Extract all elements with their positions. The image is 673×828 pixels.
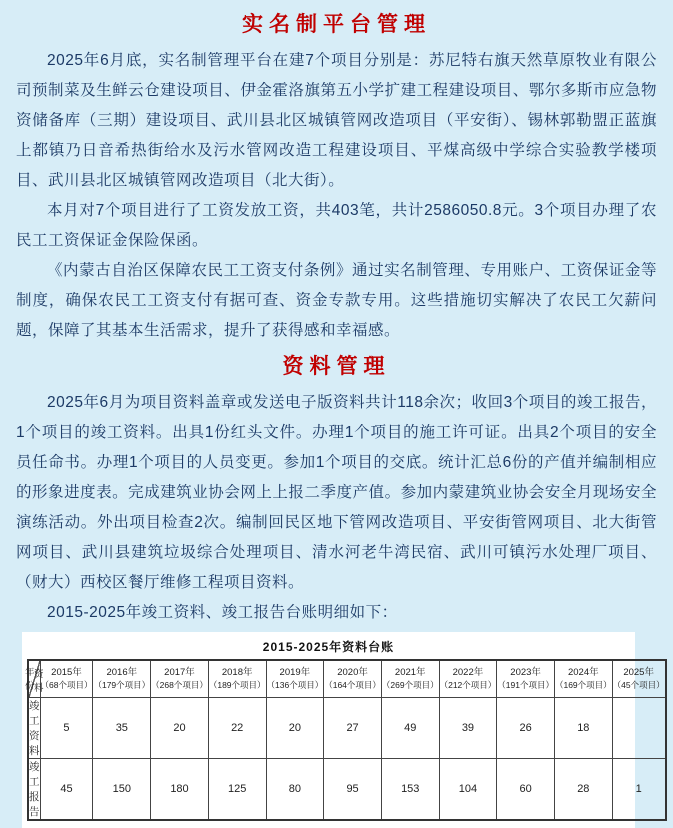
- year-label: 2022年: [452, 667, 484, 679]
- project-count-label: （45个项目）: [612, 679, 665, 690]
- value-cell: 20: [266, 698, 324, 759]
- value-cell: 1: [612, 759, 665, 821]
- body-paragraph: 2025年6月为项目资料盖章或发送电子版资料共计118余次；收回3个项目的竣工报告，1个项目的竣工资料。出具1份红头文件。办理1个项目的施工许可证。出具2个项目的安全员任命书。办理1个项目的人员变更。参加1个项目的交底。统计汇总6份的产值并编制相应的形象进度表。完成建筑业协会网上上报二季度产值。参加内蒙建筑业协会安全月现场安全演练活动。外出项目检查2次。编制回民区地下管网改造项目、平安街管网项目、北大街管网项目、武川县建筑垃圾综合处理项目、清水河老牛湾民宿、武川可镇污水处理厂项目、（财大）西校区餐厅维修工程项目资料。: [16, 394, 657, 591]
- value-cell: 49: [381, 698, 439, 759]
- value-cell: 26: [497, 698, 555, 759]
- year-header-cell: [93, 660, 151, 698]
- year-label: 2015年: [51, 667, 82, 679]
- year-label: 2019年: [279, 667, 311, 679]
- section-title-realname-platform: 实名制平台管理: [242, 11, 431, 36]
- ledger-data-row: [28, 698, 666, 759]
- year-label: 2024年: [567, 667, 599, 679]
- project-count-label: （268个项目）: [151, 679, 208, 690]
- ledger-table-panel: [22, 632, 665, 828]
- year-header-cell: [40, 660, 93, 698]
- corner-label-material: 资料: [34, 669, 44, 694]
- corner-label-year: 年份: [24, 667, 35, 692]
- value-cell: 20: [151, 698, 209, 759]
- value-cell: [612, 698, 665, 759]
- body-paragraph: 本月对7个项目进行了工资发放工资，共403笔，共计2586050.8元。3个项目办理了农民工工资保证金保险保函。: [16, 202, 657, 249]
- project-count-label: （191个项目）: [497, 679, 554, 690]
- year-label: 2017年: [164, 667, 195, 679]
- body-paragraph: 2015-2025年竣工资料、竣工报告台账明细如下：: [47, 604, 398, 621]
- year-label: 2021年: [394, 667, 426, 679]
- year-label: 2016年: [106, 667, 138, 679]
- project-count-label: （269个项目）: [381, 679, 439, 690]
- section-materials-management: [16, 350, 657, 628]
- value-cell: 153: [381, 759, 439, 821]
- value-cell: 27: [324, 698, 382, 759]
- project-count-label: （136个项目）: [266, 679, 324, 690]
- section-title-materials-management: 资料管理: [282, 353, 391, 378]
- value-cell: 104: [439, 759, 497, 821]
- value-cell: 18: [554, 698, 612, 759]
- value-cell: 125: [208, 759, 266, 821]
- value-cell: 22: [208, 698, 266, 759]
- value-cell: 45: [40, 759, 93, 821]
- ledger-table-title: 2015-2025年资料台账: [262, 640, 395, 654]
- body-paragraph: 2025年6月底，实名制管理平台在建7个项目分别是：苏尼特右旗天然草原牧业有限公司预制菜及生鲜云仓建设项目、伊金霍洛旗第五小学扩建工程建设项目、鄂尔多斯市应急物资储备库（三期）建设项目、武川县北区城镇管网改造项目（平安街）、锡林郭勒盟正蓝旗上都镇乃日音希热街给水及污水管网改造工程建设项目、平煤高级中学综合实验教学楼项目、武川县北区城镇管网改造项目（北大街）。: [16, 52, 657, 189]
- year-label: 2023年: [510, 667, 541, 679]
- project-count-label: （68个项目）: [40, 679, 93, 690]
- year-header-cell: [151, 660, 209, 698]
- year-header-cell: [612, 660, 665, 698]
- ledger-table-body: [28, 698, 666, 821]
- ledger-table: [24, 659, 667, 821]
- body-paragraph: 《内蒙古自治区保障农民工工资支付条例》通过实名制管理、专用账户、工资保证金等制度，确保农民工工资支付有据可查、资金专款专用。这些措施切实解决了农民工欠薪问题，保障了其基本生活需求，提升了获得感和幸福感。: [16, 262, 657, 339]
- value-cell: 35: [93, 698, 151, 759]
- value-cell: 5: [40, 698, 93, 759]
- corner-cell: [24, 660, 44, 698]
- row-label-cell: 竣工报告: [28, 759, 40, 821]
- section-materials-paragraphs: [16, 388, 657, 628]
- year-label: 2020年: [337, 667, 368, 679]
- year-header-cell: [266, 660, 324, 698]
- year-header-cell: [381, 660, 439, 698]
- row-label-cell: 竣工资料: [28, 698, 40, 759]
- section-realname-paragraphs: [16, 46, 657, 346]
- project-count-label: （164个项目）: [324, 679, 381, 690]
- project-count-label: （189个项目）: [208, 679, 266, 690]
- year-label: 2025年: [623, 667, 654, 679]
- value-cell: 180: [151, 759, 209, 821]
- project-count-label: （212个项目）: [439, 679, 497, 690]
- ledger-data-row: [28, 759, 666, 821]
- project-count-label: （179个项目）: [93, 679, 151, 690]
- value-cell: 60: [497, 759, 555, 821]
- section-realname-platform: [16, 8, 657, 346]
- year-header-cell: [324, 660, 382, 698]
- value-cell: 150: [93, 759, 151, 821]
- value-cell: 39: [439, 698, 497, 759]
- value-cell: 95: [324, 759, 382, 821]
- ledger-header-row: [28, 660, 666, 698]
- value-cell: 28: [554, 759, 612, 821]
- year-header-cell: [554, 660, 612, 698]
- project-count-label: （169个项目）: [554, 679, 612, 690]
- year-header-cell: [497, 660, 555, 698]
- year-header-cell: [208, 660, 266, 698]
- year-header-cell: [439, 660, 497, 698]
- value-cell: 80: [266, 759, 324, 821]
- year-label: 2018年: [221, 667, 253, 679]
